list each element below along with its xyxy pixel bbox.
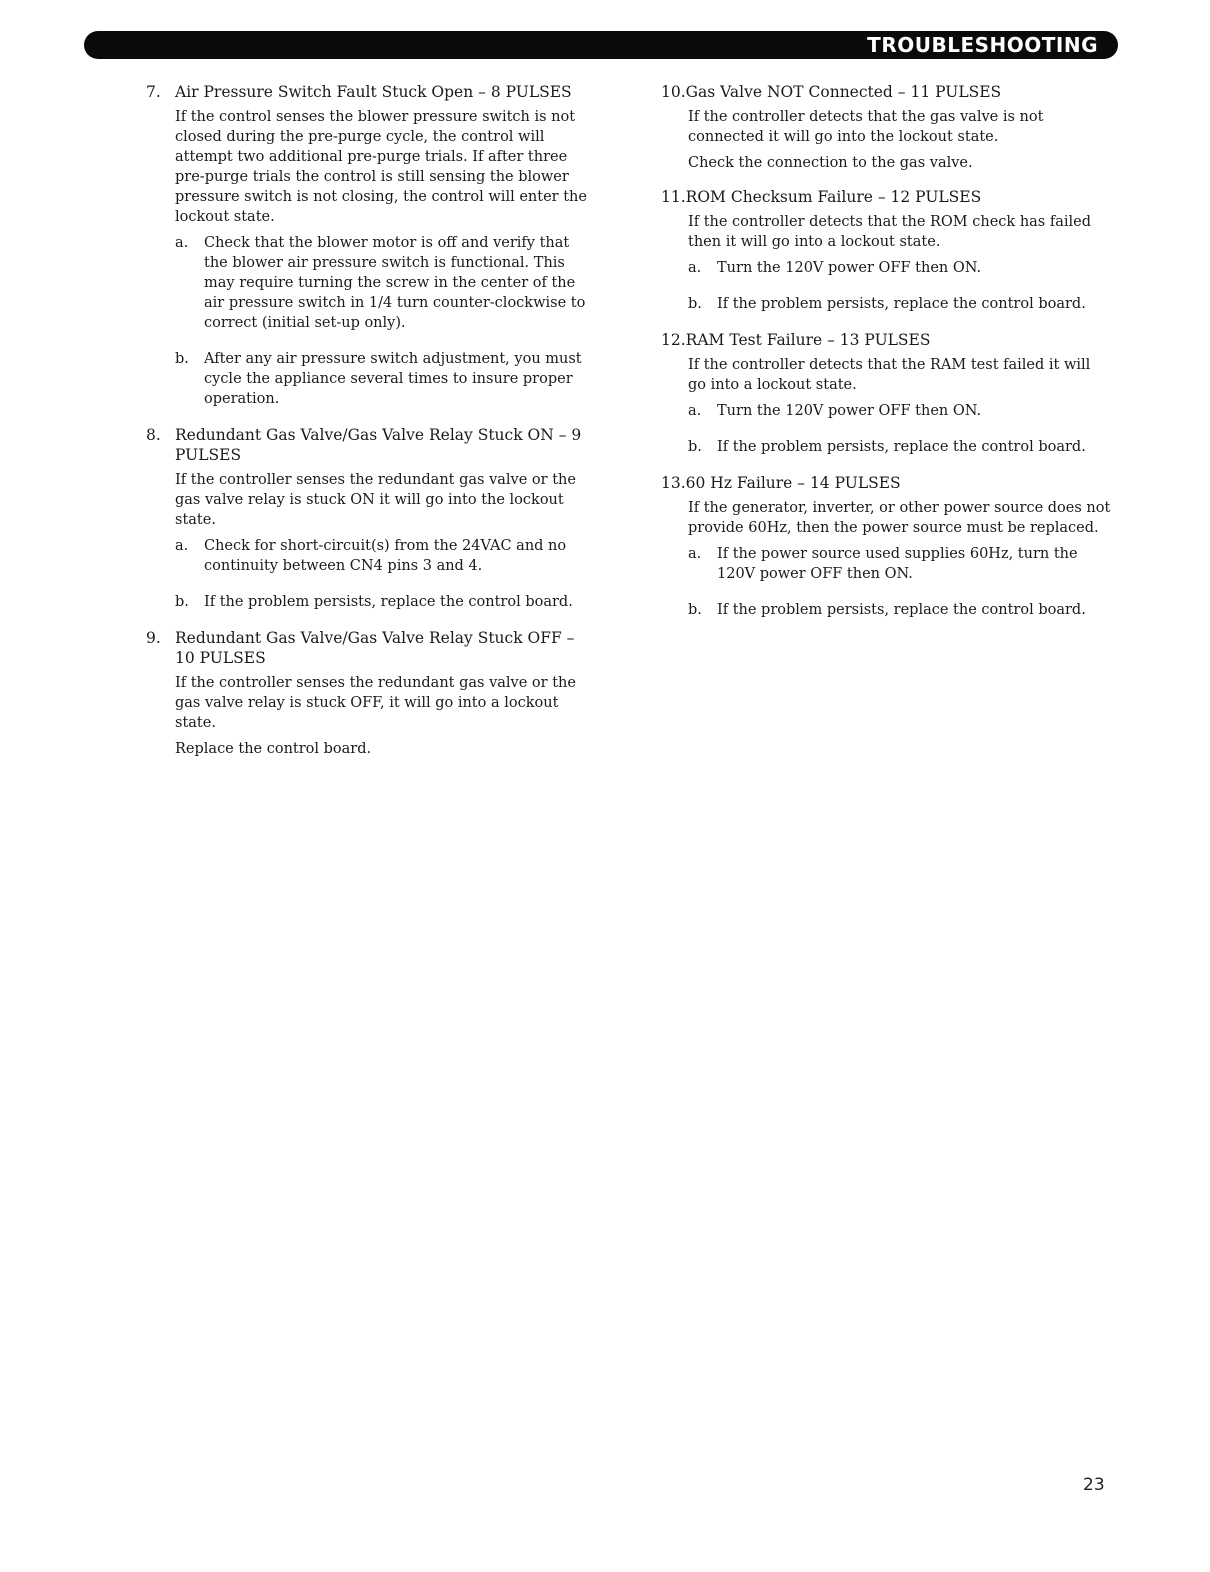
item-10-heading	[661, 82, 1111, 102]
step-label: a.	[688, 546, 702, 562]
item-12-body	[661, 355, 1111, 457]
step-text: If the problem persists, replace the control board.	[717, 602, 1086, 618]
step-label: b.	[175, 594, 189, 610]
item-9-heading	[146, 628, 596, 668]
item-9-paragraph-2: Replace the control board.	[175, 741, 372, 757]
section-banner	[84, 31, 1118, 59]
item-11-title: ROM Checksum Failure – 12 PULSES	[685, 188, 982, 206]
item-7-title: Air Pressure Switch Fault Stuck Open – 8 PULSES	[175, 83, 572, 101]
item-12-number: 12.	[661, 331, 686, 349]
item-13-paragraph: If the generator, inverter, or other power source does not provide 60Hz, then the power source must be replaced.	[688, 500, 1111, 536]
item-13	[661, 473, 1111, 620]
item-8-body	[146, 470, 596, 612]
item-12-step-a	[688, 401, 1111, 421]
item-11-number: 11.	[661, 188, 686, 206]
step-label: a.	[688, 260, 702, 276]
step-label: a.	[175, 235, 189, 251]
step-label: b.	[688, 602, 702, 618]
step-text: Turn the 120V power OFF then ON.	[717, 260, 982, 276]
item-7-number: 7.	[146, 83, 161, 101]
item-9-title: Redundant Gas Valve/Gas Valve Relay Stuck OFF – 10 PULSES	[175, 629, 575, 667]
item-9-body	[146, 673, 596, 759]
item-13-body	[661, 498, 1111, 620]
item-12-heading	[661, 330, 1111, 350]
item-9-paragraph: If the controller senses the redundant gas valve or the gas valve relay is stuck OFF, it will go into a lockout state.	[175, 675, 576, 731]
step-label: b.	[688, 296, 702, 312]
item-10-number: 10.	[661, 83, 686, 101]
item-8	[146, 425, 596, 612]
item-11-body	[661, 212, 1111, 314]
item-7-step-a	[175, 233, 596, 333]
item-11-paragraph: If the controller detects that the ROM check has failed then it will go into a lockout state.	[688, 214, 1092, 250]
item-7-step-b	[175, 349, 596, 409]
item-7	[146, 82, 596, 409]
section-title: TROUBLESHOOTING	[867, 33, 1098, 57]
step-label: a.	[688, 403, 702, 419]
item-10-title: Gas Valve NOT Connected – 11 PULSES	[685, 83, 1002, 101]
item-9	[146, 628, 596, 759]
step-text: After any air pressure switch adjustment, you must cycle the appliance several times to insure proper operation.	[204, 351, 582, 407]
item-13-step-a	[688, 544, 1111, 584]
item-12-step-b	[688, 437, 1111, 457]
item-10-body	[661, 107, 1111, 173]
item-10	[661, 82, 1111, 173]
item-7-paragraph: If the control senses the blower pressure switch is not closed during the pre-purge cycle, the control will attempt two additional pre-purge trials. If after three pre-purge trials the control is still sensing the blower pressure switch is not closing, the control will enter the lockout state.	[175, 109, 587, 225]
item-8-heading	[146, 425, 596, 465]
item-10-paragraph-2: Check the connection to the gas valve.	[688, 155, 973, 171]
item-11-step-a	[688, 258, 1111, 278]
item-12	[661, 330, 1111, 457]
step-text: If the problem persists, replace the control board.	[204, 594, 573, 610]
item-13-step-b	[688, 600, 1111, 620]
step-text: Check for short-circuit(s) from the 24VAC and no continuity between CN4 pins 3 and 4.	[204, 538, 567, 574]
item-12-title: RAM Test Failure – 13 PULSES	[685, 331, 931, 349]
item-12-paragraph: If the controller detects that the RAM test failed it will go into a lockout state.	[688, 357, 1091, 393]
step-text: If the power source used supplies 60Hz, turn the 120V power OFF then ON.	[717, 546, 1078, 582]
item-11-heading	[661, 187, 1111, 207]
item-13-heading	[661, 473, 1111, 493]
item-7-heading	[146, 82, 596, 102]
item-11-step-b	[688, 294, 1111, 314]
item-7-body	[146, 107, 596, 409]
item-9-number: 9.	[146, 629, 161, 647]
step-text: Check that the blower motor is off and verify that the blower air pressure switch is functional. This may require turning the screw in the center of the air pressure switch in 1/4 turn counter-clockwise to correct (initial set-up only).	[204, 235, 586, 331]
item-11	[661, 187, 1111, 314]
item-13-number: 13.	[661, 474, 686, 492]
step-label: b.	[175, 351, 189, 367]
page-number: 23	[1083, 1475, 1105, 1495]
item-8-title: Redundant Gas Valve/Gas Valve Relay Stuck ON – 9 PULSES	[175, 426, 582, 464]
step-label: a.	[175, 538, 189, 554]
item-8-number: 8.	[146, 426, 161, 444]
item-10-paragraph: If the controller detects that the gas valve is not connected it will go into the lockout state.	[688, 109, 1044, 145]
left-column	[146, 82, 596, 773]
step-text: Turn the 120V power OFF then ON.	[717, 403, 982, 419]
step-text: If the problem persists, replace the control board.	[717, 296, 1086, 312]
item-8-paragraph: If the controller senses the redundant gas valve or the gas valve relay is stuck ON it will go into the lockout state.	[175, 472, 576, 528]
step-label: b.	[688, 439, 702, 455]
step-text: If the problem persists, replace the control board.	[717, 439, 1086, 455]
right-column	[661, 82, 1111, 636]
item-8-step-b	[175, 592, 596, 612]
item-13-title: 60 Hz Failure – 14 PULSES	[685, 474, 901, 492]
item-8-step-a	[175, 536, 596, 576]
